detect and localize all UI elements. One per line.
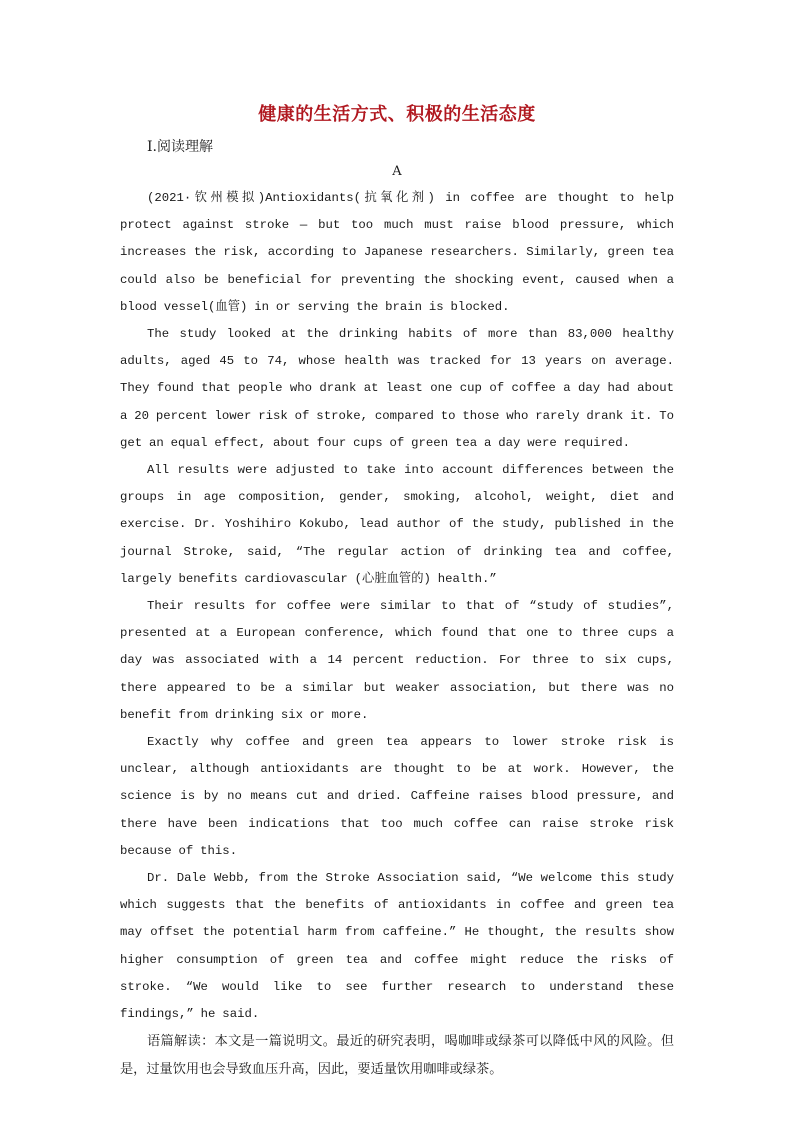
paragraph-5: Exactly why coffee and green tea appears to lower stroke risk is unclear, although antioxidants are thought to be at work. However, the science is by no means cut and dried. Caffeine raises blood pressure, and there have been indications that too much coffee can raise stroke risk because of this. xyxy=(120,735,674,858)
analysis-paragraph: 语篇解读：本文是一篇说明文。最近的研究表明，喝咖啡或绿茶可以降低中风的风险。但是，过量饮用也会导致血压升高，因此，要适量饮用咖啡或绿茶。 xyxy=(120,1034,674,1077)
paragraph-2: The study looked at the drinking habits of more than 83,000 healthy adults, aged 45 to 74, whose health was tracked for 13 years on average. They found that people who drank at least one cup of coffee a day had about a 20 percent lower risk of stroke, compared to those who rarely drank it. To get an equal effect, about four cups of green tea a day were required. xyxy=(120,327,674,450)
section-heading: Ⅰ.阅读理解 xyxy=(147,139,213,155)
paragraph-1: (2021·钦州模拟)Antioxidants(抗氧化剂) in coffee are thought to help protect against stroke — but too much must raise blood pressure, which increases the risk, according to Japanese researchers. Similarly, green tea could also be beneficial for preventing the shocking event, caused when a blood vessel(血管) in or serving the brain is blocked. xyxy=(120,191,674,314)
paragraph-3: All results were adjusted to take into account differences between the groups in age composition, gender, smoking, alcohol, weight, diet and exercise. Dr. Yoshihiro Kokubo, lead author of the study, published in the journal Stroke, said, “The regular action of drinking tea and coffee, largely benefits cardiovascular (心脏血管的) health.” xyxy=(120,463,674,586)
document-page xyxy=(120,100,674,1083)
passage-label: A xyxy=(392,164,402,179)
paragraph-4: Their results for coffee were similar to that of “study of studies”, presented at a European conference, which found that one to three cups a day was associated with a 14 percent reduction. For three to six cups, there appeared to be a similar but weaker association, but there was no benefit from drinking six or more. xyxy=(120,599,674,722)
paragraph-6: Dr. Dale Webb, from the Stroke Association said, “We welcome this study which suggests that the benefits of antioxidants in coffee and green tea may offset the potential harm from caffeine.” He thought, the results show higher consumption of green tea and coffee might reduce the risks of stroke. “We would like to see further research to understand these findings,” he said. xyxy=(120,871,674,1022)
page-title: 健康的生活方式、积极的生活态度 xyxy=(258,104,536,125)
